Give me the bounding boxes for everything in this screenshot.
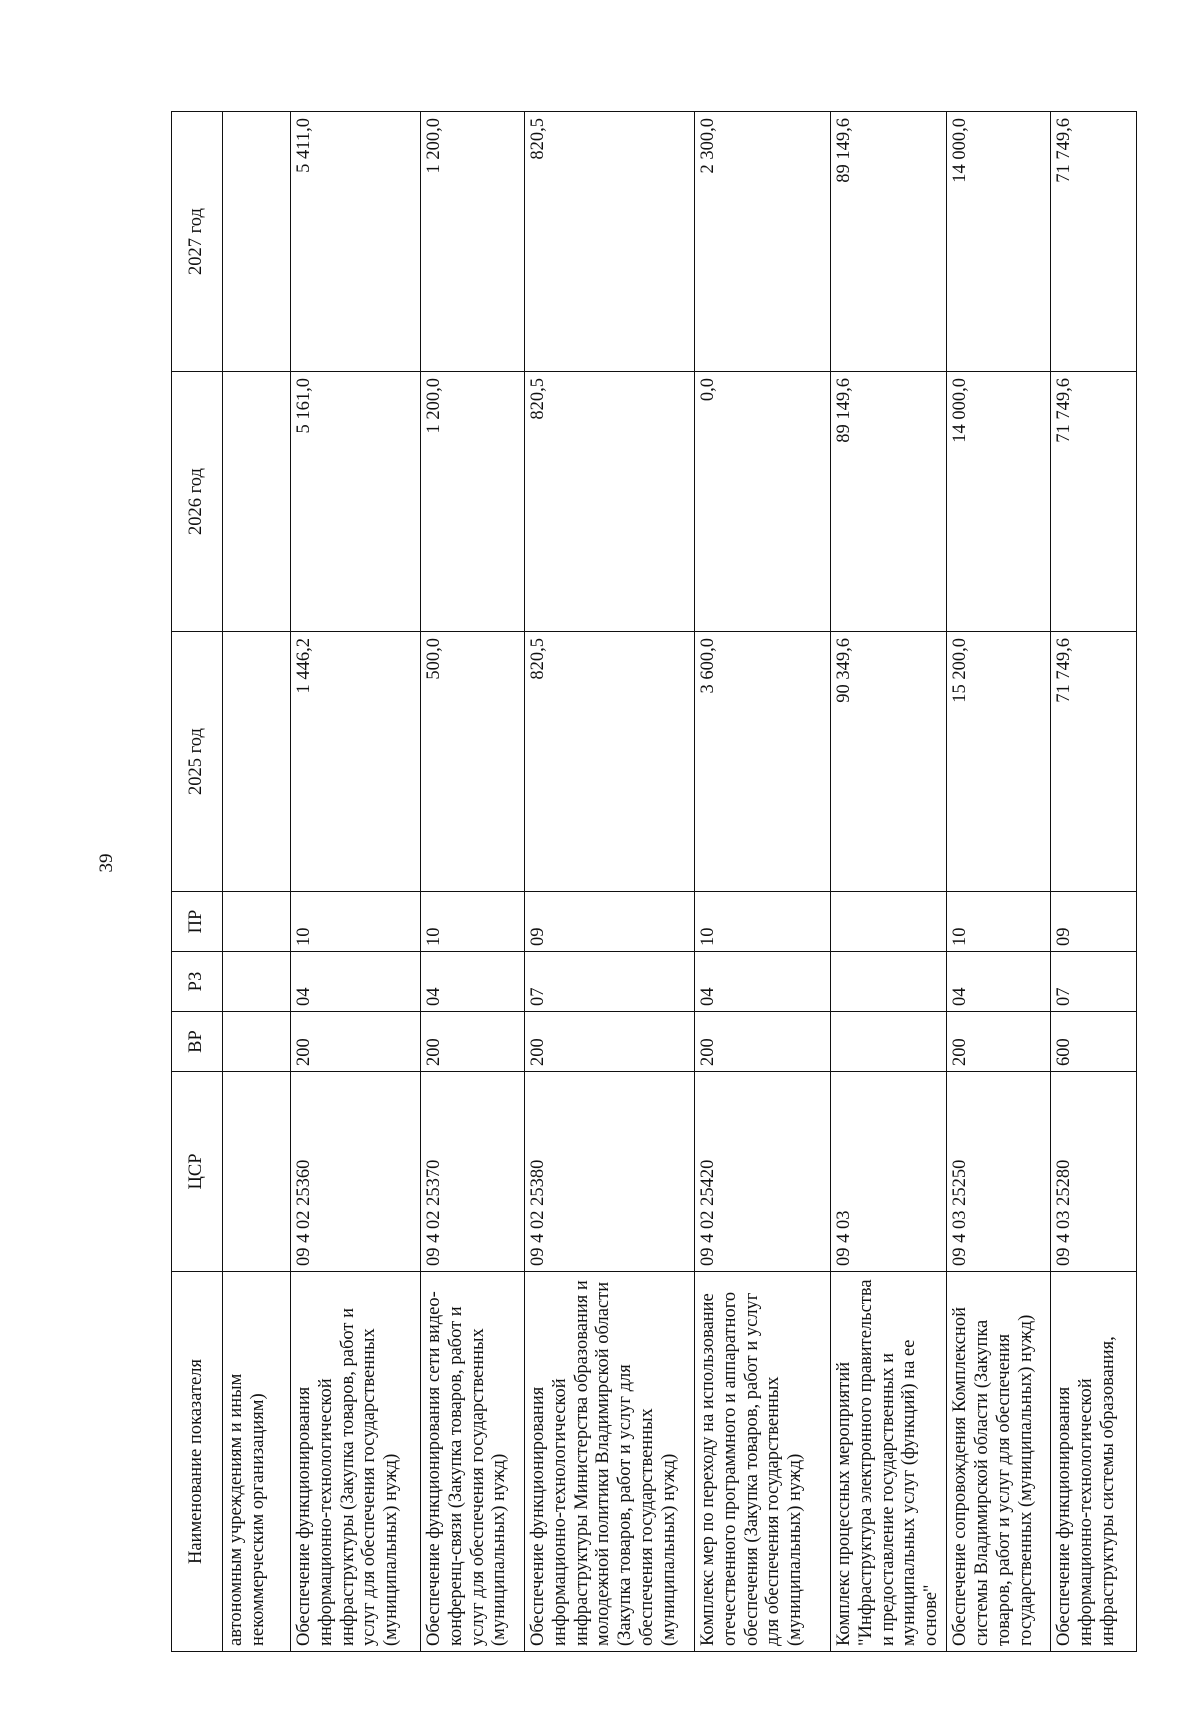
header-rz: РЗ <box>172 952 223 1012</box>
row-2026: 14 000,0 <box>947 372 1051 632</box>
row-2025: 500,0 <box>421 632 525 892</box>
header-2025: 2025 год <box>172 632 223 892</box>
page-number: 39 <box>96 853 117 873</box>
row-rz <box>223 952 291 1012</box>
row-pr <box>831 892 947 952</box>
row-2025: 15 200,0 <box>947 632 1051 892</box>
row-name: автономным учреждениям и иным некоммерческим организациям) <box>223 1272 291 1652</box>
row-name: Обеспечение функционирования сети видео-конференц-связи (Закупка товаров, работ и услуг для обеспечения государственных (муниципальных) нужд) <box>421 1272 525 1652</box>
table-row <box>525 112 695 1652</box>
row-pr: 09 <box>525 892 695 952</box>
header-2027: 2027 год <box>172 112 223 372</box>
row-vr: 200 <box>947 1012 1051 1072</box>
header-2026: 2026 год <box>172 372 223 632</box>
row-rz: 04 <box>291 952 421 1012</box>
row-rz <box>831 952 947 1012</box>
row-rz: 04 <box>421 952 525 1012</box>
row-csr: 09 4 03 25250 <box>947 1072 1051 1272</box>
row-2027: 14 000,0 <box>947 112 1051 372</box>
row-2027: 2 300,0 <box>695 112 831 372</box>
table-row <box>291 112 421 1652</box>
row-name: Комплекс мер по переходу на использование отечественного программного и аппаратного обеспечения (Закупка товаров, работ и услуг для обеспечения государственных (муниципальных) нужд) <box>695 1272 831 1652</box>
row-2027: 5 411,0 <box>291 112 421 372</box>
row-2027: 1 200,0 <box>421 112 525 372</box>
row-pr <box>223 892 291 952</box>
row-2026: 71 749,6 <box>1051 372 1137 632</box>
row-rz: 07 <box>525 952 695 1012</box>
row-name: Обеспечение функционирования информационно-технологической инфраструктуры (Закупка товаров, работ и услуг для обеспечения государственных (муниципальных) нужд) <box>291 1272 421 1652</box>
row-vr <box>223 1012 291 1072</box>
table-row <box>223 112 291 1652</box>
header-csr: ЦСР <box>172 1072 223 1272</box>
row-name: Обеспечение сопровождения Комплексной системы Владимирской области (Закупка товаров, работ и услуг для обеспечения государственных (муниципальных) нужд) <box>947 1272 1051 1652</box>
row-2027 <box>223 112 291 372</box>
row-csr <box>223 1072 291 1272</box>
row-csr: 09 4 02 25370 <box>421 1072 525 1272</box>
row-2027: 820,5 <box>525 112 695 372</box>
row-2025: 71 749,6 <box>1051 632 1137 892</box>
row-name: Комплекс процессных мероприятий "Инфраструктура электронного правительства и предоставление государственных и муниципальных услуг (функций) на ее основе" <box>831 1272 947 1652</box>
row-name: Обеспечение функционирования информационно-технологической инфраструктуры Министерства образования и молодежной политики Владимирской области (Закупка товаров, работ и услуг для обеспечения государственных (муниципальных) нужд) <box>525 1272 695 1652</box>
table-row <box>947 112 1051 1652</box>
row-csr: 09 4 02 25380 <box>525 1072 695 1272</box>
row-csr: 09 4 02 25360 <box>291 1072 421 1272</box>
table-row <box>831 112 947 1652</box>
row-2026: 89 149,6 <box>831 372 947 632</box>
row-name: Обеспечение функционирования информационно-технологической инфраструктуры системы образования, <box>1051 1272 1137 1652</box>
row-vr: 600 <box>1051 1012 1137 1072</box>
header-vr: ВР <box>172 1012 223 1072</box>
row-rz: 04 <box>695 952 831 1012</box>
row-pr: 10 <box>421 892 525 952</box>
row-2025 <box>223 632 291 892</box>
row-2025: 90 349,6 <box>831 632 947 892</box>
row-2025: 820,5 <box>525 632 695 892</box>
table-row <box>1051 112 1137 1652</box>
row-2026: 1 200,0 <box>421 372 525 632</box>
row-vr: 200 <box>695 1012 831 1072</box>
row-vr: 200 <box>525 1012 695 1072</box>
header-pr: ПР <box>172 892 223 952</box>
row-2025: 3 600,0 <box>695 632 831 892</box>
row-2026: 0,0 <box>695 372 831 632</box>
budget-table <box>171 111 1137 1652</box>
row-pr: 10 <box>291 892 421 952</box>
row-2026: 5 161,0 <box>291 372 421 632</box>
row-vr: 200 <box>291 1012 421 1072</box>
table-row <box>695 112 831 1652</box>
budget-table-rotated <box>171 112 1118 1652</box>
row-2026 <box>223 372 291 632</box>
row-csr: 09 4 02 25420 <box>695 1072 831 1272</box>
row-pr: 10 <box>695 892 831 952</box>
table-row <box>421 112 525 1652</box>
table-header-row <box>172 112 223 1652</box>
row-pr: 09 <box>1051 892 1137 952</box>
row-csr: 09 4 03 <box>831 1072 947 1272</box>
row-2025: 1 446,2 <box>291 632 421 892</box>
row-2027: 89 149,6 <box>831 112 947 372</box>
row-rz: 07 <box>1051 952 1137 1012</box>
row-csr: 09 4 03 25280 <box>1051 1072 1137 1272</box>
header-name: Наименование показателя <box>172 1272 223 1652</box>
row-pr: 10 <box>947 892 1051 952</box>
row-2026: 820,5 <box>525 372 695 632</box>
row-vr: 200 <box>421 1012 525 1072</box>
row-rz: 04 <box>947 952 1051 1012</box>
row-2027: 71 749,6 <box>1051 112 1137 372</box>
row-vr <box>831 1012 947 1072</box>
